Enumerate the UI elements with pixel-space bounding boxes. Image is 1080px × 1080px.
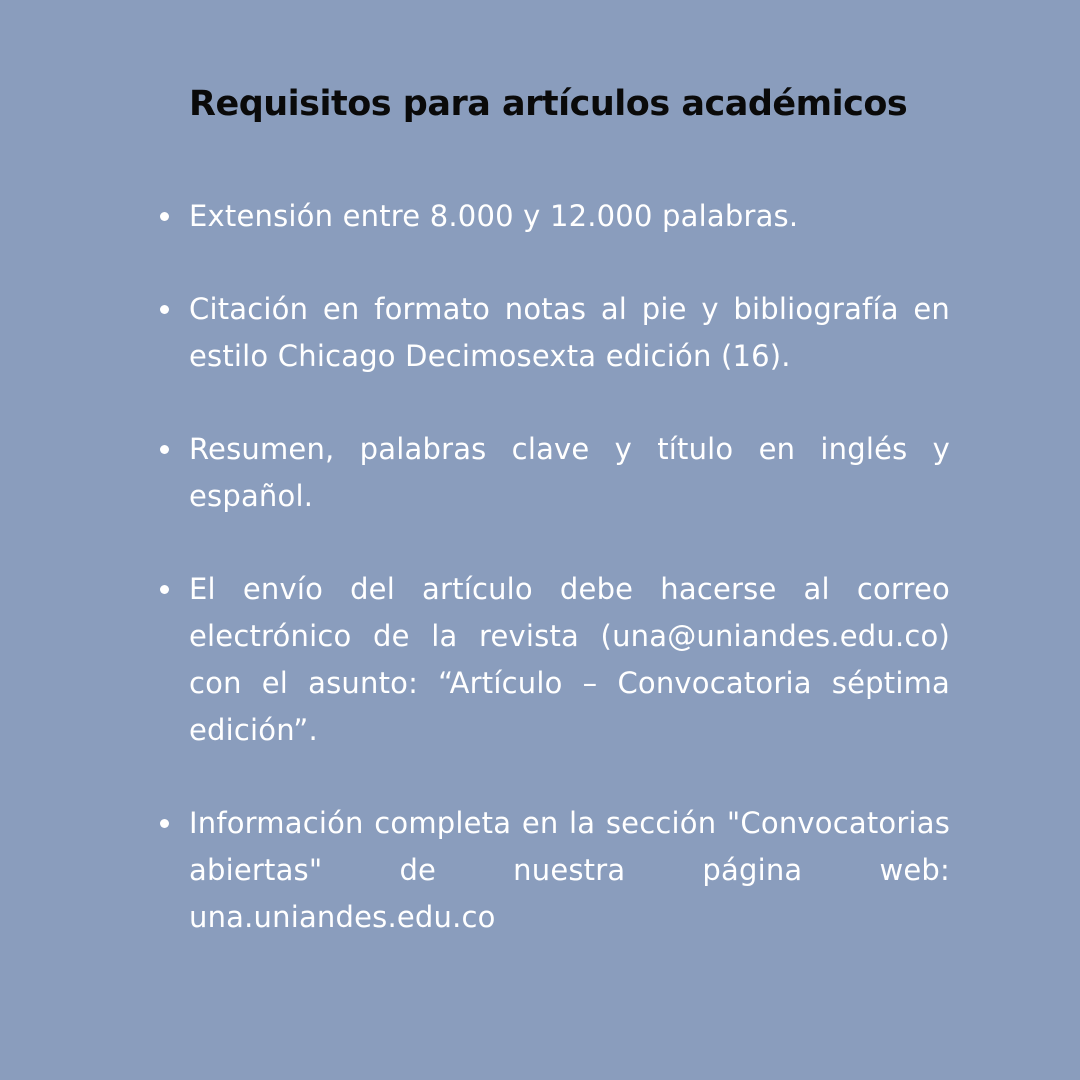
list-item	[154, 800, 950, 941]
bullet-icon	[160, 212, 169, 221]
requirement-text: Información completa en la sección "Convocatorias abiertas" de nuestra página web: una.uniandes.edu.co	[189, 806, 950, 934]
list-item	[154, 566, 950, 754]
requirement-text: Citación en formato notas al pie y bibliografía en estilo Chicago Decimosexta edición (16).	[189, 292, 950, 373]
list-item	[154, 286, 950, 380]
requirement-text: Extensión entre 8.000 y 12.000 palabras.	[189, 199, 799, 233]
list-item	[154, 426, 950, 520]
requirement-text: El envío del artículo debe hacerse al correo electrónico de la revista (una@uniandes.edu.co) con el asunto: “Artículo – Convocatoria séptima edición”.	[189, 572, 950, 747]
bullet-icon	[160, 305, 169, 314]
bullet-icon	[160, 445, 169, 454]
bullet-icon	[160, 819, 169, 828]
requirement-text: Resumen, palabras clave y título en inglés y español.	[189, 432, 950, 513]
page-title: Requisitos para artículos académicos	[189, 84, 908, 124]
list-item	[154, 193, 950, 240]
bullet-icon	[160, 585, 169, 594]
requirements-list	[154, 193, 950, 941]
